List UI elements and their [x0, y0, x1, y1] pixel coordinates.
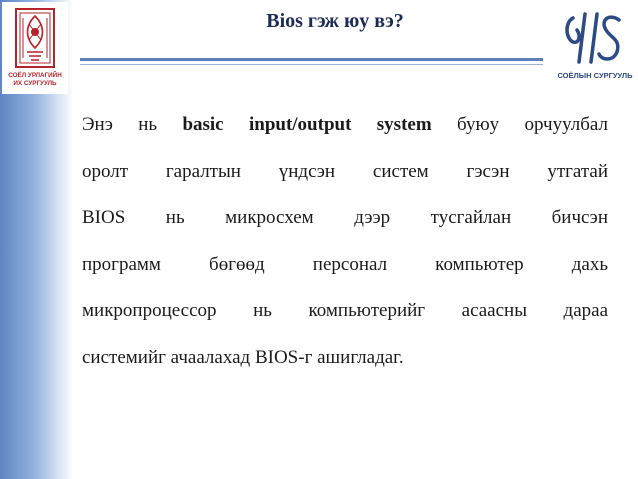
university-emblem-icon	[15, 8, 55, 68]
school-logo	[555, 8, 635, 86]
university-logo	[2, 2, 68, 94]
body-line-4: программ бөгөөд персонал компьютер дахь	[82, 253, 608, 275]
body-line-1	[82, 108, 608, 155]
body-line-1-start: Энэ нь	[82, 114, 183, 135]
title-rule-thin	[80, 64, 543, 65]
body-line-6: системийг ачаалахад BIOS-г ашигладаг.	[82, 346, 404, 368]
body-line-3: BIOS нь микросхем дээр тусгайлан бичсэн	[82, 207, 608, 228]
body-line-5: микропроцессор нь компьютерийг асаасны дараа	[82, 300, 608, 321]
university-name-line-2: ИХ СУРГУУЛЬ	[13, 80, 57, 87]
title-rule	[80, 58, 543, 61]
school-monogram-icon	[555, 8, 635, 68]
body-line-1-end: буюу орчуулбал	[431, 114, 608, 135]
slide-title: Bios гэж юу вэ?	[266, 10, 404, 32]
university-name-line-1: СОЁЛ УРЛАГИЙН	[8, 72, 62, 79]
left-sidebar-gradient	[0, 0, 73, 479]
slide-body	[82, 108, 608, 387]
body-line-2: оролт гаралтын үндсэн систем гэсэн утгатай	[82, 160, 608, 182]
school-name: СОЁЛЫН СУРГУУЛЬ	[557, 71, 633, 80]
body-line-1-bold: basic input/output system	[182, 114, 432, 135]
